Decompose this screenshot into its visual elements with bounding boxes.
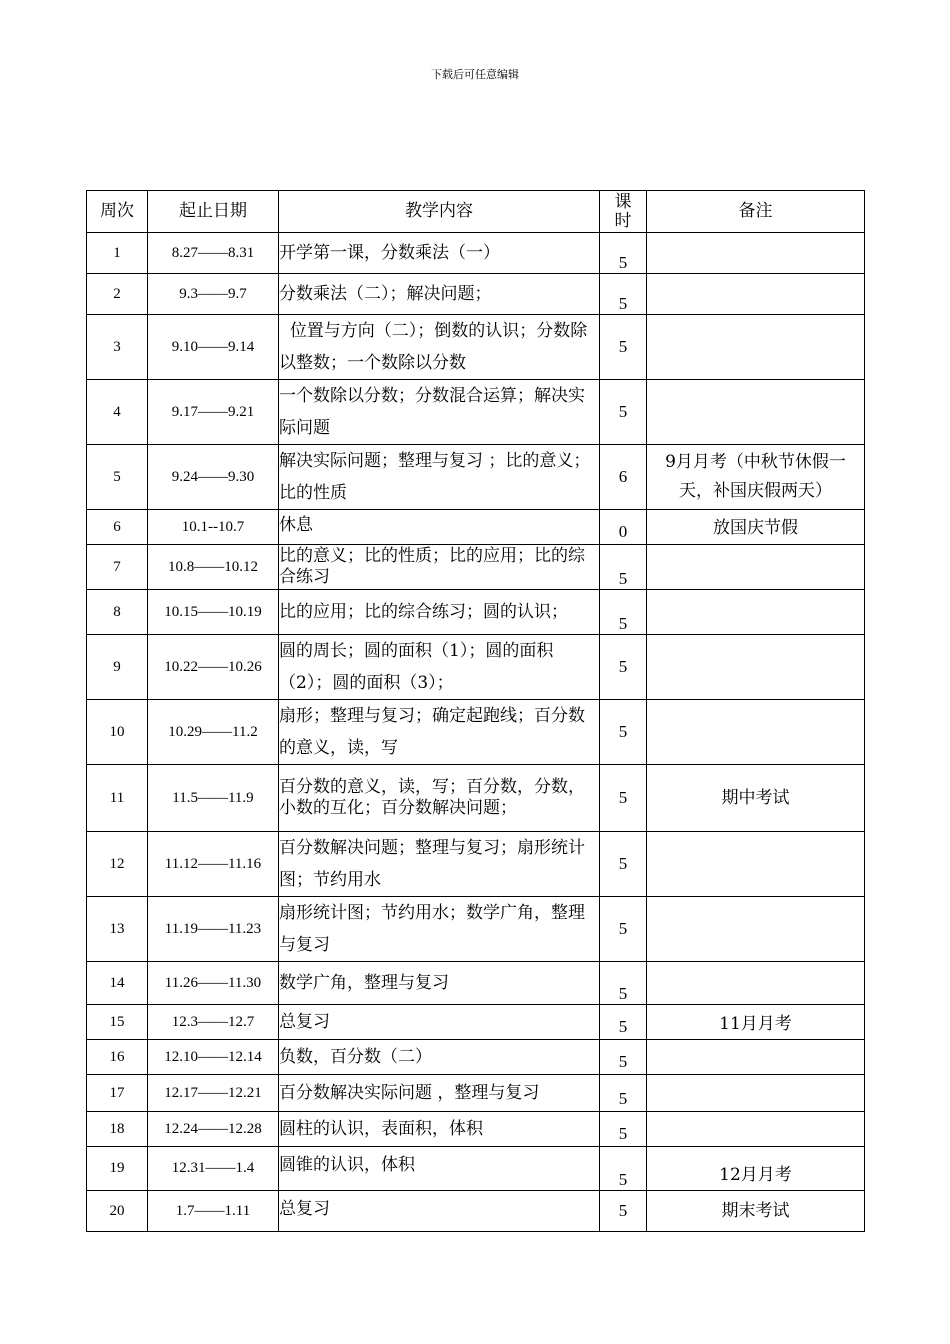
cell-hours: 5 <box>600 700 647 765</box>
table-row <box>87 765 865 832</box>
cell-notes <box>647 897 865 962</box>
cell-hours: 0 <box>600 510 647 545</box>
cell-content: 开学第一课，分数乘法（一） <box>279 233 600 274</box>
cell-week: 4 <box>87 380 148 445</box>
cell-dates: 12.24——12.28 <box>148 1112 279 1147</box>
table-row <box>87 315 865 380</box>
header-notes: 备注 <box>647 191 865 233</box>
cell-hours: 6 <box>600 445 647 510</box>
cell-hours: 5 <box>600 832 647 897</box>
cell-dates: 11.12——11.16 <box>148 832 279 897</box>
cell-content: 圆锥的认识，体积 <box>279 1147 600 1191</box>
cell-week: 12 <box>87 832 148 897</box>
table-row <box>87 380 865 445</box>
cell-dates: 12.3——12.7 <box>148 1005 279 1040</box>
cell-hours: 5 <box>600 590 647 635</box>
cell-hours: 5 <box>600 1112 647 1147</box>
cell-dates: 10.1--10.7 <box>148 510 279 545</box>
cell-hours: 5 <box>600 765 647 832</box>
cell-notes: 9月月考（中秋节休假一天，补国庆假两天） <box>647 445 865 510</box>
teaching-schedule-table <box>86 190 865 1232</box>
cell-week: 2 <box>87 274 148 315</box>
cell-week: 20 <box>87 1191 148 1232</box>
cell-hours: 5 <box>600 635 647 700</box>
cell-dates: 11.5——11.9 <box>148 765 279 832</box>
cell-hours: 5 <box>600 1005 647 1040</box>
cell-notes <box>647 545 865 590</box>
cell-notes <box>647 1112 865 1147</box>
cell-notes <box>647 274 865 315</box>
cell-week: 8 <box>87 590 148 635</box>
cell-notes: 期末考试 <box>647 1191 865 1232</box>
cell-notes <box>647 700 865 765</box>
table-row <box>87 1040 865 1075</box>
cell-content: 扇形；整理与复习；确定起跑线；百分数的意义，读，写 <box>279 700 600 765</box>
cell-dates: 12.10——12.14 <box>148 1040 279 1075</box>
cell-notes <box>647 635 865 700</box>
cell-notes <box>647 380 865 445</box>
table-row <box>87 1191 865 1232</box>
cell-notes <box>647 1040 865 1075</box>
cell-content: 百分数解决实际问题 ，整理与复习 <box>279 1075 600 1112</box>
cell-content: 圆的周长；圆的面积（1）；圆的面积（2）；圆的面积（3）； <box>279 635 600 700</box>
cell-week: 3 <box>87 315 148 380</box>
cell-dates: 11.26——11.30 <box>148 962 279 1005</box>
cell-hours: 5 <box>600 1040 647 1075</box>
cell-content: 比的意义；比的性质；比的应用；比的综合练习 <box>279 545 600 590</box>
cell-content: 负数，百分数（二） <box>279 1040 600 1075</box>
cell-notes <box>647 962 865 1005</box>
cell-week: 10 <box>87 700 148 765</box>
cell-dates: 9.17——9.21 <box>148 380 279 445</box>
cell-notes <box>647 590 865 635</box>
cell-content: 总复习 <box>279 1005 600 1040</box>
cell-dates: 8.27——8.31 <box>148 233 279 274</box>
cell-hours: 5 <box>600 1191 647 1232</box>
header-dates: 起止日期 <box>148 191 279 233</box>
table-row <box>87 832 865 897</box>
cell-hours: 5 <box>600 315 647 380</box>
table-row <box>87 962 865 1005</box>
cell-hours: 5 <box>600 1075 647 1112</box>
cell-hours: 5 <box>600 1147 647 1191</box>
table-row <box>87 700 865 765</box>
cell-week: 16 <box>87 1040 148 1075</box>
cell-content: 百分数的意义，读，写；百分数，分数，小数的互化；百分数解决问题； <box>279 765 600 832</box>
cell-week: 18 <box>87 1112 148 1147</box>
cell-hours: 5 <box>600 380 647 445</box>
table-header-row <box>87 191 865 233</box>
cell-dates: 10.8——10.12 <box>148 545 279 590</box>
cell-dates: 12.17——12.21 <box>148 1075 279 1112</box>
cell-dates: 10.22——10.26 <box>148 635 279 700</box>
header-hours: 课时 <box>600 191 647 233</box>
cell-content: 百分数解决问题；整理与复习；扇形统计图；节约用水 <box>279 832 600 897</box>
table-row <box>87 1147 865 1191</box>
cell-week: 7 <box>87 545 148 590</box>
cell-notes: 期中考试 <box>647 765 865 832</box>
table-row <box>87 590 865 635</box>
table-row <box>87 1005 865 1040</box>
table-row <box>87 233 865 274</box>
cell-content: 分数乘法（二）；解决问题； <box>279 274 600 315</box>
table-row <box>87 445 865 510</box>
cell-content: 比的应用；比的综合练习；圆的认识； <box>279 590 600 635</box>
cell-content: 圆柱的认识，表面积，体积 <box>279 1112 600 1147</box>
cell-hours: 5 <box>600 897 647 962</box>
table-row <box>87 545 865 590</box>
cell-week: 19 <box>87 1147 148 1191</box>
header-content: 教学内容 <box>279 191 600 233</box>
cell-notes: 11月月考 <box>647 1005 865 1040</box>
cell-content: 扇形统计图；节约用水；数学广角，整理与复习 <box>279 897 600 962</box>
cell-week: 9 <box>87 635 148 700</box>
cell-notes <box>647 233 865 274</box>
table-row <box>87 1112 865 1147</box>
cell-content: 总复习 <box>279 1191 600 1232</box>
cell-dates: 12.31——1.4 <box>148 1147 279 1191</box>
cell-week: 11 <box>87 765 148 832</box>
cell-week: 5 <box>87 445 148 510</box>
cell-dates: 11.19——11.23 <box>148 897 279 962</box>
cell-dates: 9.10——9.14 <box>148 315 279 380</box>
table-row <box>87 274 865 315</box>
cell-notes <box>647 832 865 897</box>
cell-hours: 5 <box>600 545 647 590</box>
cell-notes: 12月月考 <box>647 1147 865 1191</box>
cell-week: 14 <box>87 962 148 1005</box>
cell-content: 休息 <box>279 510 600 545</box>
table-row <box>87 1075 865 1112</box>
cell-notes <box>647 1075 865 1112</box>
table-row <box>87 897 865 962</box>
header-week: 周次 <box>87 191 148 233</box>
page-header-note: 下载后可任意编辑 <box>431 68 519 81</box>
table-row <box>87 510 865 545</box>
cell-hours: 5 <box>600 962 647 1005</box>
cell-week: 15 <box>87 1005 148 1040</box>
cell-hours: 5 <box>600 274 647 315</box>
cell-dates: 10.29——11.2 <box>148 700 279 765</box>
cell-content: 一个数除以分数；分数混合运算；解决实际问题 <box>279 380 600 445</box>
table-row <box>87 635 865 700</box>
cell-content: 解决实际问题；整理与复习 ；比的意义；比的性质 <box>279 445 600 510</box>
cell-week: 13 <box>87 897 148 962</box>
cell-notes: 放国庆节假 <box>647 510 865 545</box>
cell-dates: 9.3——9.7 <box>148 274 279 315</box>
cell-dates: 10.15——10.19 <box>148 590 279 635</box>
cell-notes <box>647 315 865 380</box>
cell-hours: 5 <box>600 233 647 274</box>
cell-week: 17 <box>87 1075 148 1112</box>
cell-content: 位置与方向（二）；倒数的认识；分数除以整数；一个数除以分数 <box>279 315 600 380</box>
cell-week: 6 <box>87 510 148 545</box>
cell-week: 1 <box>87 233 148 274</box>
cell-dates: 1.7——1.11 <box>148 1191 279 1232</box>
cell-content: 数学广角，整理与复习 <box>279 962 600 1005</box>
cell-dates: 9.24——9.30 <box>148 445 279 510</box>
